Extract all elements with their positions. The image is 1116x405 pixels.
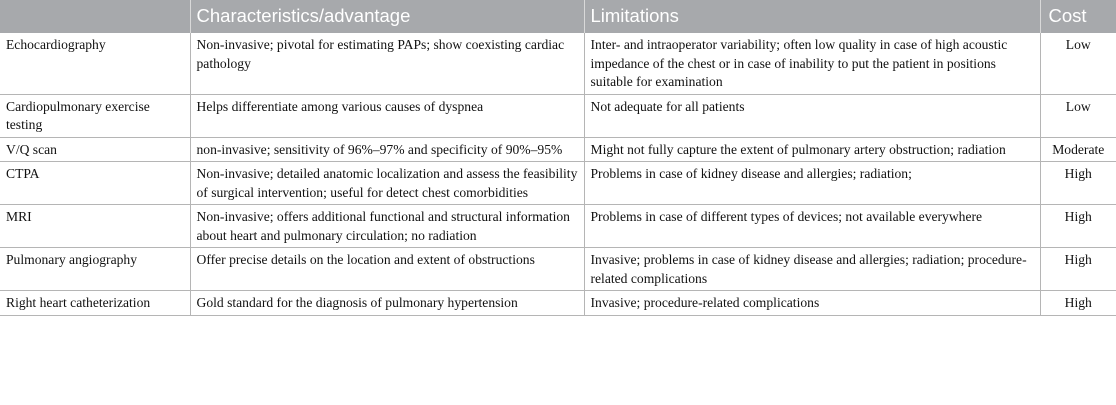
header-characteristics: Characteristics/advantage [190, 0, 584, 33]
table-row [0, 33, 1116, 94]
limitations-cell: Not adequate for all patients [584, 94, 1040, 137]
advantage-cell: Helps differentiate among various causes of dyspnea [190, 94, 584, 137]
limitations-cell: Invasive; procedure-related complications [584, 291, 1040, 316]
limitations-cell: Problems in case of different types of devices; not available everywhere [584, 205, 1040, 248]
table-row [0, 162, 1116, 205]
table-row [0, 248, 1116, 291]
header-method [0, 0, 190, 33]
cost-cell: Moderate [1040, 137, 1116, 162]
table-row [0, 205, 1116, 248]
header-row [0, 0, 1116, 33]
cost-cell: Low [1040, 94, 1116, 137]
table-row [0, 94, 1116, 137]
method-cell: Right heart catheterization [0, 291, 190, 316]
table-header [0, 0, 1116, 33]
advantage-cell: Non-invasive; offers additional functional and structural information about heart and pulmonary circulation; no radiation [190, 205, 584, 248]
method-cell: MRI [0, 205, 190, 248]
cost-cell: High [1040, 248, 1116, 291]
advantage-cell: Non-invasive; pivotal for estimating PAPs; show coexisting cardiac pathology [190, 33, 584, 94]
limitations-cell: Invasive; problems in case of kidney disease and allergies; radiation; procedure-related complications [584, 248, 1040, 291]
table-row [0, 291, 1116, 316]
limitations-cell: Inter- and intraoperator variability; often low quality in case of high acoustic impedance of the chest or in case of inability to put the patient in positions suitable for examination [584, 33, 1040, 94]
method-cell: V/Q scan [0, 137, 190, 162]
cost-cell: High [1040, 291, 1116, 316]
advantage-cell: non-invasive; sensitivity of 96%–97% and specificity of 90%–95% [190, 137, 584, 162]
cost-cell: High [1040, 162, 1116, 205]
advantage-cell: Offer precise details on the location and extent of obstructions [190, 248, 584, 291]
limitations-cell: Might not fully capture the extent of pulmonary artery obstruction; radiation [584, 137, 1040, 162]
cost-cell: Low [1040, 33, 1116, 94]
advantage-cell: Gold standard for the diagnosis of pulmonary hypertension [190, 291, 584, 316]
table-row [0, 137, 1116, 162]
cost-cell: High [1040, 205, 1116, 248]
limitations-cell: Problems in case of kidney disease and allergies; radiation; [584, 162, 1040, 205]
method-cell: Echocardiography [0, 33, 190, 94]
method-cell: Cardiopulmonary exercise testing [0, 94, 190, 137]
header-limitations: Limitations [584, 0, 1040, 33]
method-cell: Pulmonary angiography [0, 248, 190, 291]
method-cell: CTPA [0, 162, 190, 205]
table-body [0, 33, 1116, 315]
header-cost: Cost [1040, 0, 1116, 33]
advantage-cell: Non-invasive; detailed anatomic localization and assess the feasibility of surgical intervention; useful for detect chest comorbidities [190, 162, 584, 205]
